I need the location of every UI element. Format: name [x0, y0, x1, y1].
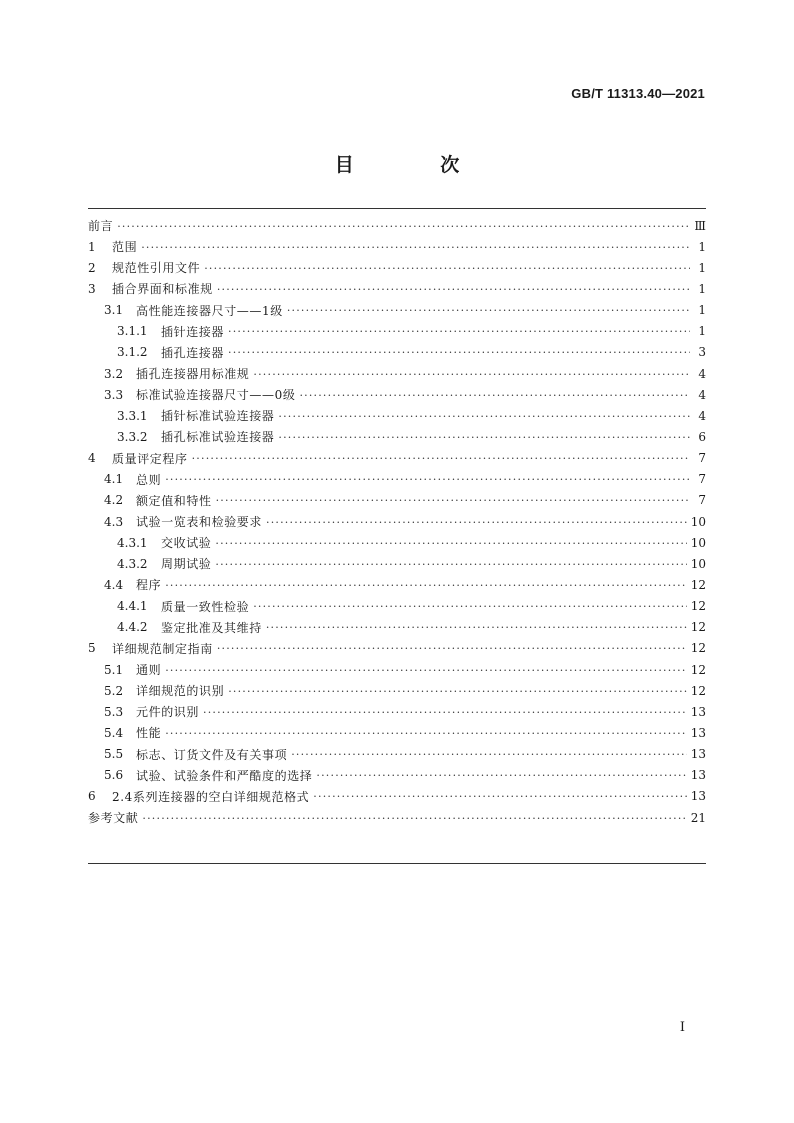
- toc-entry[interactable]: [88, 300, 706, 321]
- toc-entry-title: 质量评定程序: [112, 451, 188, 466]
- toc-entry-number: 6: [88, 789, 96, 804]
- toc-entry-page: 4: [698, 408, 706, 423]
- toc-entry-page: 13: [690, 725, 706, 740]
- toc-dot-leader: [217, 641, 687, 653]
- toc-entry-title: 周期试验: [161, 557, 212, 572]
- toc-entry-page: 7: [698, 472, 706, 487]
- toc-entry-page: 21: [690, 810, 706, 825]
- toc-dot-leader: [216, 493, 690, 505]
- toc-entry-title: 参考文献: [88, 811, 139, 825]
- toc-entry[interactable]: [88, 257, 706, 278]
- toc-entry[interactable]: [88, 807, 706, 828]
- toc-entry-title: 范围: [112, 240, 138, 255]
- toc-entry-title: 性能: [136, 726, 162, 741]
- toc-entry[interactable]: [88, 786, 706, 807]
- toc-entry[interactable]: [88, 469, 706, 490]
- toc-entry-page: 7: [698, 451, 706, 466]
- toc-entry[interactable]: [88, 278, 706, 299]
- toc-entry[interactable]: [88, 511, 706, 532]
- toc-entry-number: 2: [88, 260, 96, 275]
- toc-entry-page: 4: [698, 387, 706, 402]
- toc-entry-page: 13: [690, 768, 706, 783]
- toc-entry-number: 5: [88, 641, 96, 656]
- toc-entry[interactable]: [88, 321, 706, 342]
- toc-entry-title: 插针连接器: [161, 324, 225, 339]
- toc-entry-page: Ⅲ: [694, 218, 706, 233]
- toc-entry[interactable]: [88, 722, 706, 743]
- toc-entry-title: 程序: [136, 578, 162, 593]
- toc-entry-title: 前言: [88, 219, 114, 234]
- toc-entry-number: 3.3.1: [117, 408, 148, 423]
- toc-entry-page: 1: [698, 260, 706, 275]
- toc-entry-title: 插孔连接器用标准规: [136, 367, 250, 382]
- toc-entry-title: 详细规范的识别: [136, 684, 225, 699]
- toc-bottom-rule: [88, 863, 706, 864]
- toc-entry-number: 4.4: [104, 577, 124, 592]
- toc-entry-number: 4.3.1: [117, 535, 148, 550]
- toc-dot-leader: [228, 345, 690, 357]
- toc-entry[interactable]: [88, 426, 706, 447]
- toc-entry-page: 12: [690, 599, 706, 614]
- toc-dot-leader: [313, 789, 686, 801]
- toc-dot-leader: [266, 515, 687, 527]
- toc-entry-number: 5.5: [104, 747, 124, 762]
- toc-entry[interactable]: [88, 744, 706, 765]
- toc-dot-leader: [278, 409, 690, 421]
- toc-dot-leader: [278, 430, 690, 442]
- toc-entry-page: 1: [698, 281, 706, 296]
- toc-entry-number: 5.1: [104, 662, 124, 677]
- toc-entry-number: 3.1: [104, 303, 124, 318]
- toc-entry[interactable]: [88, 405, 706, 426]
- toc-entry-title: 交收试验: [161, 536, 212, 551]
- toc-top-rule: [88, 208, 706, 209]
- toc-dot-leader: [142, 811, 686, 823]
- toc-entry-title: 鉴定批准及其维持: [161, 620, 262, 635]
- toc-dot-leader: [117, 219, 690, 231]
- page-number: I: [679, 1020, 685, 1035]
- toc-dot-leader: [316, 768, 686, 780]
- toc-entry-number: 4.4.2: [117, 620, 148, 635]
- toc-entry-number: 4.4.1: [117, 599, 148, 614]
- toc-entry-page: 12: [690, 662, 706, 677]
- toc-entry-title: 通则: [136, 663, 162, 678]
- toc-dot-leader: [203, 705, 687, 717]
- toc-entry-page: 10: [690, 556, 706, 571]
- toc-entry-number: 3.3: [104, 387, 124, 402]
- toc-entry[interactable]: [88, 363, 706, 384]
- toc-entry-number: 3: [88, 281, 96, 296]
- toc-entry[interactable]: [88, 680, 706, 701]
- toc-entry-page: 12: [690, 683, 706, 698]
- toc-entry-title: 试验一览表和检验要求: [136, 515, 263, 530]
- toc-entry[interactable]: [88, 384, 706, 405]
- toc-entry-number: 3.2: [104, 366, 124, 381]
- toc-entry-page: 13: [690, 789, 706, 804]
- toc-dot-leader: [253, 599, 687, 611]
- toc-entry-number: 4.3: [104, 514, 124, 529]
- toc-entry-title: 标准试验连接器尺寸——0级: [136, 388, 296, 403]
- toc-entry-title: 额定值和特性: [136, 493, 212, 508]
- toc-entry-title: 高性能连接器尺寸——1级: [136, 303, 283, 318]
- toc-dot-leader: [192, 451, 690, 463]
- toc-entry-page: 1: [698, 324, 706, 339]
- toc-entry-title: 插孔标准试验连接器: [161, 430, 275, 445]
- toc-entry[interactable]: [88, 215, 706, 236]
- toc-dot-leader: [204, 261, 690, 273]
- toc-dot-leader: [141, 240, 690, 252]
- toc-entry-number: 5.6: [104, 768, 124, 783]
- toc-entry[interactable]: [88, 342, 706, 363]
- toc-entry-page: 1: [698, 239, 706, 254]
- toc-entry[interactable]: [88, 701, 706, 722]
- toc-entry-number: 3.3.2: [117, 429, 148, 444]
- toc-entry[interactable]: [88, 236, 706, 257]
- table-of-contents: [88, 215, 706, 828]
- toc-entry-page: 13: [690, 704, 706, 719]
- toc-entry-number: 4.1: [104, 472, 124, 487]
- toc-entry-title: 插合界面和标准规: [112, 282, 213, 297]
- toc-entry[interactable]: [88, 638, 706, 659]
- toc-entry[interactable]: [88, 765, 706, 786]
- toc-entry-title: 2.4系列连接器的空白详细规范格式: [112, 789, 310, 804]
- standard-number: GB/T 11313.40—2021: [571, 86, 705, 101]
- toc-dot-leader: [299, 388, 690, 400]
- toc-entry-number: 1: [88, 239, 96, 254]
- toc-entry-page: 7: [698, 493, 706, 508]
- toc-dot-leader: [253, 367, 690, 379]
- toc-entry-title: 详细规范制定指南: [112, 641, 213, 656]
- toc-dot-leader: [165, 663, 687, 675]
- toc-entry-title: 质量一致性检验: [161, 599, 250, 614]
- toc-entry-number: 5.3: [104, 704, 124, 719]
- toc-dot-leader: [217, 282, 690, 294]
- toc-dot-leader: [287, 303, 690, 315]
- toc-title: 目 次: [334, 154, 500, 176]
- toc-entry-number: 3.1.2: [117, 345, 148, 360]
- toc-entry-page: 12: [690, 577, 706, 592]
- toc-dot-leader: [215, 536, 686, 548]
- toc-dot-leader: [266, 620, 687, 632]
- toc-dot-leader: [228, 684, 687, 696]
- toc-dot-leader: [165, 578, 687, 590]
- toc-entry[interactable]: [88, 574, 706, 595]
- toc-entry-title: 插孔连接器: [161, 345, 225, 360]
- toc-entry[interactable]: [88, 659, 706, 680]
- toc-entry-page: 10: [690, 535, 706, 550]
- toc-entry-number: 4.2: [104, 493, 124, 508]
- toc-entry-title: 标志、订货文件及有关事项: [136, 747, 288, 762]
- toc-entry-page: 12: [690, 620, 706, 635]
- toc-entry-page: 3: [698, 345, 706, 360]
- toc-entry-page: 10: [690, 514, 706, 529]
- toc-entry-page: 13: [690, 747, 706, 762]
- toc-entry-title: 规范性引用文件: [112, 261, 201, 276]
- toc-entry[interactable]: [88, 553, 706, 574]
- toc-entry[interactable]: [88, 617, 706, 638]
- toc-dot-leader: [215, 557, 686, 569]
- toc-entry[interactable]: [88, 532, 706, 553]
- toc-dot-leader: [291, 747, 687, 759]
- toc-entry-number: 5.4: [104, 725, 124, 740]
- toc-entry-page: 12: [690, 641, 706, 656]
- toc-entry-title: 试验、试验条件和严酷度的选择: [136, 768, 313, 783]
- toc-entry[interactable]: [88, 596, 706, 617]
- toc-entry-number: 4: [88, 451, 96, 466]
- toc-entry-title: 总则: [136, 472, 162, 487]
- toc-entry[interactable]: [88, 490, 706, 511]
- toc-entry-number: 5.2: [104, 683, 124, 698]
- toc-entry-number: 3.1.1: [117, 324, 148, 339]
- toc-dot-leader: [165, 726, 687, 738]
- toc-dot-leader: [165, 472, 690, 484]
- toc-entry-title: 元件的识别: [136, 705, 200, 720]
- toc-dot-leader: [228, 324, 690, 336]
- toc-entry-number: 4.3.2: [117, 556, 148, 571]
- toc-entry-page: 1: [698, 303, 706, 318]
- toc-entry-page: 4: [698, 366, 706, 381]
- toc-entry-title: 插针标准试验连接器: [161, 409, 275, 424]
- toc-entry[interactable]: [88, 448, 706, 469]
- toc-entry-page: 6: [698, 429, 706, 444]
